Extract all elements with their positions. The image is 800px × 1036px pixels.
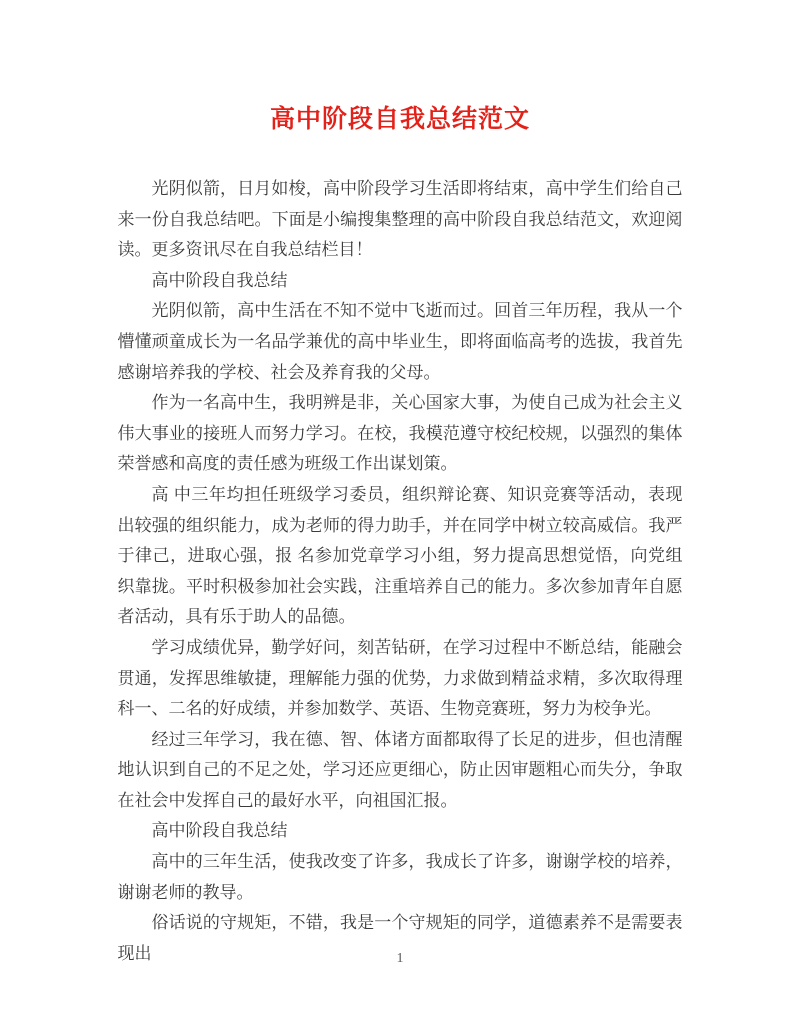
paragraph: 作为一名高中生，我明辨是非，关心国家大事，为使自己成为社会主义伟大事业的接班人而努力学习。在校，我模范遵守校纪校规，以强烈的集体荣誉感和高度的责任感为班级工作出谋划策。 (117, 393, 683, 474)
paragraph-subheading: 高中阶段自我总结 (151, 270, 288, 290)
page-title: 高中阶段自我总结范文 (269, 105, 530, 133)
document-body (118, 174, 683, 969)
paragraph: 高中的三年生活，使我改变了许多，我成长了许多，谢谢学校的培养，谢谢老师的教导。 (117, 852, 683, 902)
paragraph: 高 中三年均担任班级学习委员，组织辩论赛、知识竞赛等活动，表现出较强的组织能力，成为老师的得力助手，并在同学中树立较高威信。我严于律己，进取心强，报 名参加党章学习小组，努力提高思想觉悟，向党组织靠拢。平时积极参加社会实践，注重培养自己的能力。多次参加青年自愿者活动，具有乐于助人的品德。 (117, 484, 683, 627)
paragraph: 经过三年学习，我在德、智、体诸方面都取得了长足的进步，但也清醒地认识到自己的不足之处，学习还应更细心，防止因审题粗心而失分，争取在社会中发挥自己的最好水平，向祖国汇报。 (117, 729, 683, 810)
paragraph-truncated: 俗话说的守规矩，不错，我是一个守规矩的同学，道德素养不是需要表现出 (117, 913, 683, 963)
paragraph-subheading: 高中阶段自我总结 (151, 821, 288, 841)
paragraph-intro: 光阴似箭，日月如梭，高中阶段学习生活即将结束，高中学生们给自己来一份自我总结吧。下面是小编搜集整理的高中阶段自我总结范文，欢迎阅读。更多资讯尽在自我总结栏目！ (117, 179, 683, 260)
paragraph: 学习成绩优异，勤学好问，刻苦钻研，在学习过程中不断总结，能融会贯通，发挥思维敏捷，理解能力强的优势，力求做到精益求精，多次取得理科一、二名的好成绩，并参加数学、英语、生物竞赛班，努力为校争光。 (117, 637, 683, 719)
page-number: 1 (396, 951, 404, 966)
paragraph: 光阴似箭，高中生活在不知不觉中飞逝而过。回首三年历程，我从一个懵懂顽童成长为一名品学兼优的高中毕业生，即将面临高考的选拔，我首先感谢培养我的学校、社会及养育我的父母。 (117, 301, 683, 382)
